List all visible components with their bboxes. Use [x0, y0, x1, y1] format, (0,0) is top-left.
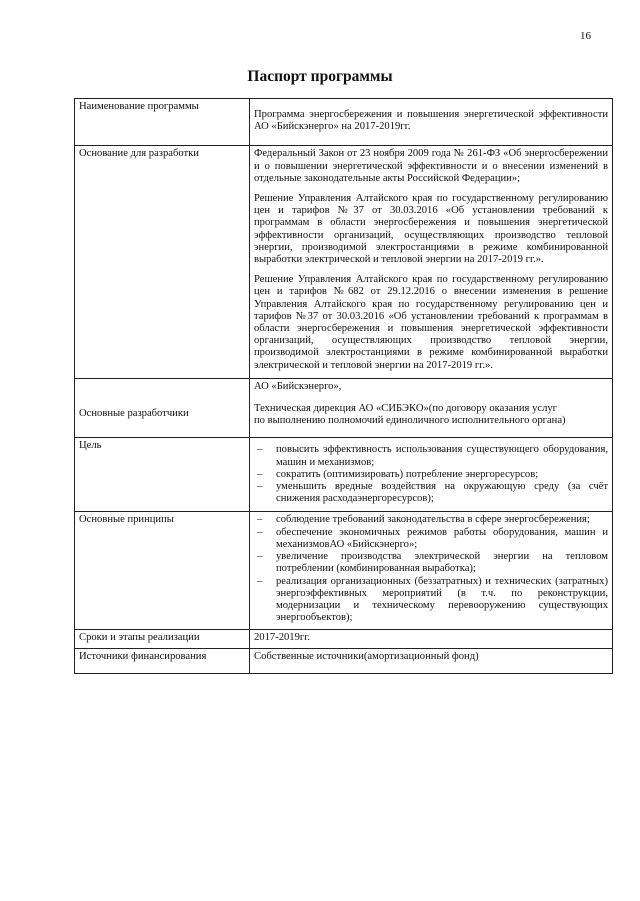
developer-first: АО «Бийскэнерго»,: [254, 380, 342, 392]
program-passport-table: [74, 98, 613, 674]
row-label-principles: Основные принципы: [75, 512, 250, 630]
row-label-terms: Сроки и этапы реализации: [75, 630, 250, 648]
row-value-name: [250, 99, 613, 146]
row-value-principles: [250, 512, 613, 630]
row-label-name: Наименование программы: [75, 99, 250, 146]
list-item: – реализация организационных (беззатратных) и технических (затратных) энергоэффективных мероприятий (в т.ч. по реконструкции, модернизации и техническому перевооружению существующих энергообъектов);: [254, 576, 608, 625]
row-label-developers: Основные разработчики: [75, 378, 250, 438]
list-item: – уменьшить вредные воздействия на окружающую среду (за счёт снижения расходаэнергоресурсов);: [254, 481, 608, 505]
table-row: [75, 99, 613, 146]
developer-second: Техническая дирекция АО «СИБЭКО»(по договору оказания услуг по выполнению полномочий единоличного исполнительного органа): [254, 403, 566, 427]
list-item: – сократить (оптимизировать) потребление энергоресурсов;: [254, 469, 608, 481]
row-label-goal: Цель: [75, 438, 250, 512]
table-row: [75, 630, 613, 648]
page-title: Паспорт программы: [247, 68, 393, 85]
row-value-basis: [250, 146, 613, 378]
table-row: [75, 378, 613, 438]
table-row: [75, 146, 613, 378]
goal-list: [254, 444, 608, 505]
list-item: – увеличение производства электрической энергии на тепловом потреблении (комбинированная выработка);: [254, 551, 608, 575]
table-row: [75, 512, 613, 630]
list-item: – соблюдение требований законодательства в сфере энергосбережения;: [254, 514, 608, 526]
row-label-funding: Источники финансирования: [75, 648, 250, 673]
basis-paragraph: Решение Управления Алтайского края по государственному регулированию цен и тарифов №682 от 29.12.2016 о внесении изменения в решение Управления Алтайского края по государственному регулированию цен и тарифов №37 от 30.03.2016 «Об установлении требований к программам в области энергосбережения и повышения энергетической эффективности организаций, осуществляющих производство тепловой энергии, производимой электростанциями в режиме комбинированной выработки электрической и тепловой энергии на 2017-2019 гг.».: [254, 274, 608, 371]
basis-paragraph: Решение Управления Алтайского края по государственному регулированию цен и тарифов №37 от 30.03.2016 «Об установлении требований к программам в области энергосбережения и повышения энергетической эффективности организаций, осуществляющих производство тепловой энергии, производимой электростанциями в режиме комбинированной выработки электрической и тепловой энергии на 2017-2019 гг.».: [254, 193, 608, 266]
row-value-funding: Собственные источники(амортизационный фонд): [250, 648, 613, 673]
principles-list: [254, 514, 608, 624]
basis-paragraph: Федеральный Закон от 23 ноября 2009 года № 261-ФЗ «Об энергосбережении и о повышении энергетической эффективности и о внесении изменений в отдельные законодательные акты Российской Федерации»;: [254, 148, 608, 184]
program-name-text: Программа энергосбережения и повышения энергетической эффективности АО «Бийскэнерго» на 2017-2019гг.: [254, 109, 608, 133]
row-value-developers: [250, 378, 613, 438]
table-row: [75, 438, 613, 512]
list-item: – повысить эффективность использования существующего оборудования, машин и механизмов;: [254, 444, 608, 468]
page-number: 16: [580, 30, 591, 42]
table-row: [75, 648, 613, 673]
row-label-basis: Основание для разработки: [75, 146, 250, 378]
row-value-goal: [250, 438, 613, 512]
row-value-terms: 2017-2019гг.: [250, 630, 613, 648]
list-item: – обеспечение экономичных режимов работы оборудования, машин и механизмовАО «Бийскэнерго»;: [254, 527, 608, 551]
